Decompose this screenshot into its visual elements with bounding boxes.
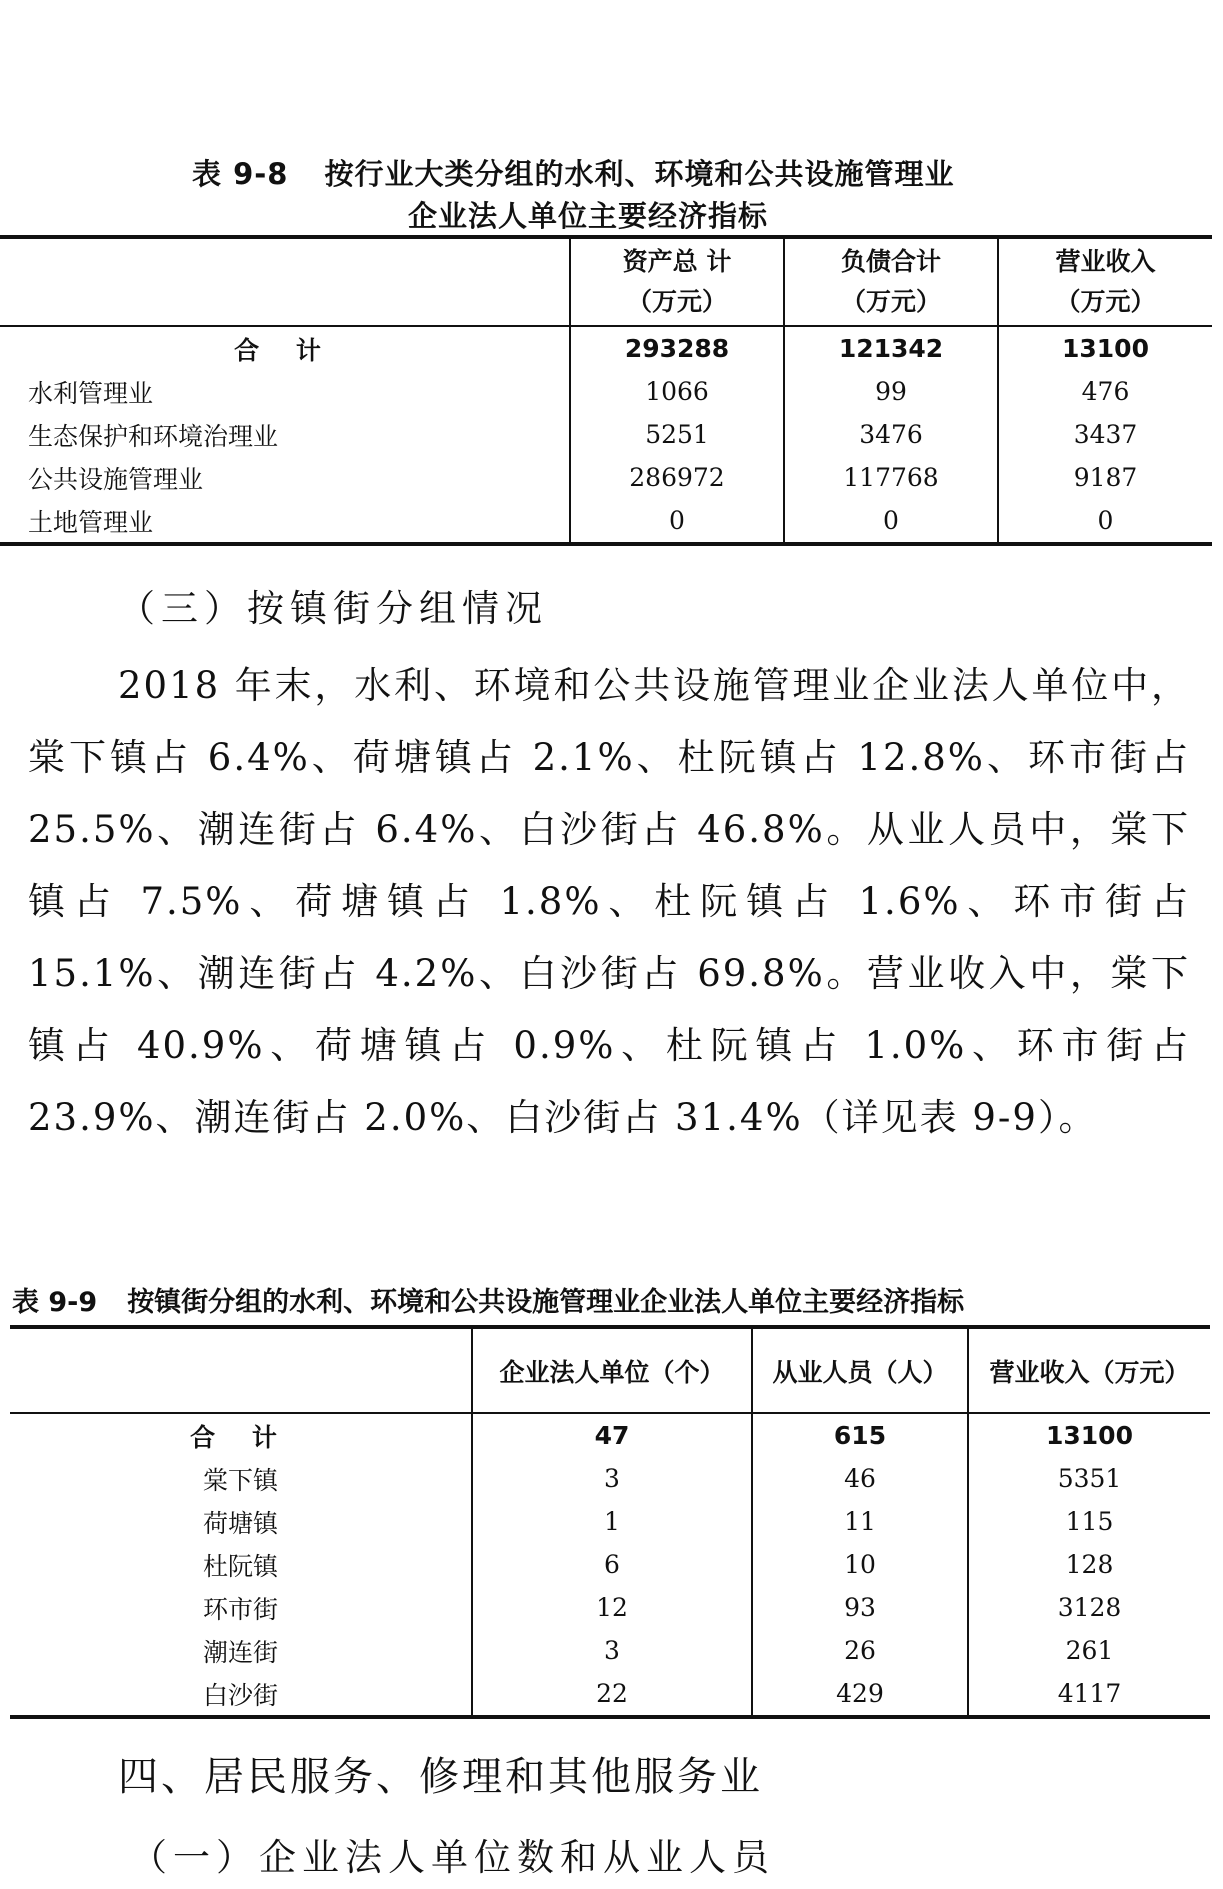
cell-value: 286972: [570, 456, 784, 499]
table-9-8: [0, 235, 1212, 546]
cell-value: 3476: [784, 413, 998, 456]
cell-value: 26: [752, 1629, 968, 1672]
column-header: 从业人员（人）: [752, 1327, 968, 1413]
row-label: 棠下镇: [202, 1465, 278, 1495]
table-total-row: [0, 326, 1212, 370]
table2-number: 表 9-9: [12, 1287, 98, 1318]
paragraph-text: 2018 年末，水利、环境和公共设施管理业企业法人单位中，棠下镇占 6.4%、荷塘镇占 2.1%、杜阮镇占 12.8%、环市街占 25.5%、潮连街占 6.4%、白沙街占 46.8%。从业人员中，棠下镇占 7.5%、荷塘镇占 1.8%、杜阮镇占 1.6%、环市街占 15.1%、潮连街占 4.2%、白沙街占 69.8%。营业收入中，棠下镇占 40.9%、荷塘镇占 0.9%、杜阮镇占 1.0%、环市街占 23.9%、潮连街占 2.0%、白沙街占 31.4%（详见表 9-9）。: [28, 664, 1190, 1139]
column-header: [998, 237, 1212, 326]
cell-value: 11: [752, 1500, 968, 1543]
column-header-unit: （万元）: [840, 287, 941, 316]
cell-value: 9187: [998, 456, 1212, 499]
cell-value: 12: [472, 1586, 752, 1629]
cell-value: 3: [472, 1629, 752, 1672]
table-row: [10, 1543, 1210, 1586]
cell-value: 3128: [968, 1586, 1210, 1629]
row-label: 环市街: [202, 1594, 278, 1624]
cell-value: 0: [998, 499, 1212, 544]
cell-value: 261: [968, 1629, 1210, 1672]
table-row: [0, 413, 1212, 456]
cell-value: 3: [472, 1457, 752, 1500]
cell-value: 6: [472, 1543, 752, 1586]
row-label: 水利管理业: [28, 378, 154, 408]
cell-value: 3437: [998, 413, 1212, 456]
header-blank-cell: [10, 1327, 472, 1413]
cell-value: 4117: [968, 1672, 1210, 1717]
column-header: 企业法人单位（个）: [472, 1327, 752, 1413]
body-paragraph: [28, 650, 1190, 1154]
table-row: [10, 1586, 1210, 1629]
row-label: 公共设施管理业: [28, 464, 204, 494]
cell-value: 1066: [570, 370, 784, 413]
cell-value: 99: [784, 370, 998, 413]
row-label: 土地管理业: [28, 507, 154, 537]
cell-value: 615: [752, 1413, 968, 1457]
cell-value: 476: [998, 370, 1212, 413]
cell-value: 13100: [998, 326, 1212, 370]
table1-title: [192, 152, 1223, 193]
row-label: 白沙街: [202, 1680, 278, 1710]
header-blank-cell: [0, 237, 570, 326]
table2-title-text: 按镇街分组的水利、环境和公共设施管理业企业法人单位主要经济指标: [127, 1287, 965, 1318]
table-header-row: [0, 237, 1212, 326]
cell-value: 0: [784, 499, 998, 544]
cell-value: 293288: [570, 326, 784, 370]
cell-value: 115: [968, 1500, 1210, 1543]
column-header-unit: （万元）: [1055, 287, 1156, 316]
row-label: 合 计: [190, 1422, 291, 1452]
table1-title-line2: 企业法人单位主要经济指标: [408, 199, 769, 233]
column-header-name: 负债合计: [840, 247, 941, 276]
table-row: [10, 1629, 1210, 1672]
cell-value: 5251: [570, 413, 784, 456]
cell-value: 22: [472, 1672, 752, 1717]
table-total-row: [10, 1413, 1210, 1457]
row-label: 荷塘镇: [202, 1508, 278, 1538]
row-label: 杜阮镇: [202, 1551, 278, 1581]
column-header: [570, 237, 784, 326]
table1-number: 表 9-8: [192, 157, 289, 191]
column-header-name: 营业收入: [1055, 247, 1156, 276]
row-label: 潮连街: [202, 1637, 278, 1667]
cell-value: 13100: [968, 1413, 1210, 1457]
cell-value: 1: [472, 1500, 752, 1543]
row-label: 生态保护和环境治理业: [28, 421, 279, 451]
column-header: 营业收入（万元）: [968, 1327, 1210, 1413]
table-row: [10, 1500, 1210, 1543]
table-9-9: [10, 1325, 1210, 1719]
cell-value: 429: [752, 1672, 968, 1717]
cell-value: 121342: [784, 326, 998, 370]
table-header-row: [10, 1327, 1210, 1413]
cell-value: 0: [570, 499, 784, 544]
cell-value: 46: [752, 1457, 968, 1500]
cell-value: 117768: [784, 456, 998, 499]
cell-value: 10: [752, 1543, 968, 1586]
table-row: [0, 370, 1212, 413]
section-4-subheading: （一）企业法人单位数和从业人员: [130, 1836, 775, 1879]
section-4-heading: 四、居民服务、修理和其他服务业: [118, 1754, 763, 1800]
column-header-name: 资产总 计: [622, 247, 732, 276]
table2-title: [12, 1280, 964, 1319]
table1-title-line1: 按行业大类分组的水利、环境和公共设施管理业: [324, 157, 955, 191]
table-row: [10, 1672, 1210, 1717]
table-row: [0, 456, 1212, 499]
column-header: [784, 237, 998, 326]
table-row: [10, 1457, 1210, 1500]
cell-value: 47: [472, 1413, 752, 1457]
column-header-unit: （万元）: [626, 287, 727, 316]
cell-value: 93: [752, 1586, 968, 1629]
row-label: 合 计: [234, 335, 335, 365]
cell-value: 5351: [968, 1457, 1210, 1500]
section-3-heading: （三）按镇街分组情况: [118, 587, 548, 630]
cell-value: 128: [968, 1543, 1210, 1586]
table-row: [0, 499, 1212, 544]
